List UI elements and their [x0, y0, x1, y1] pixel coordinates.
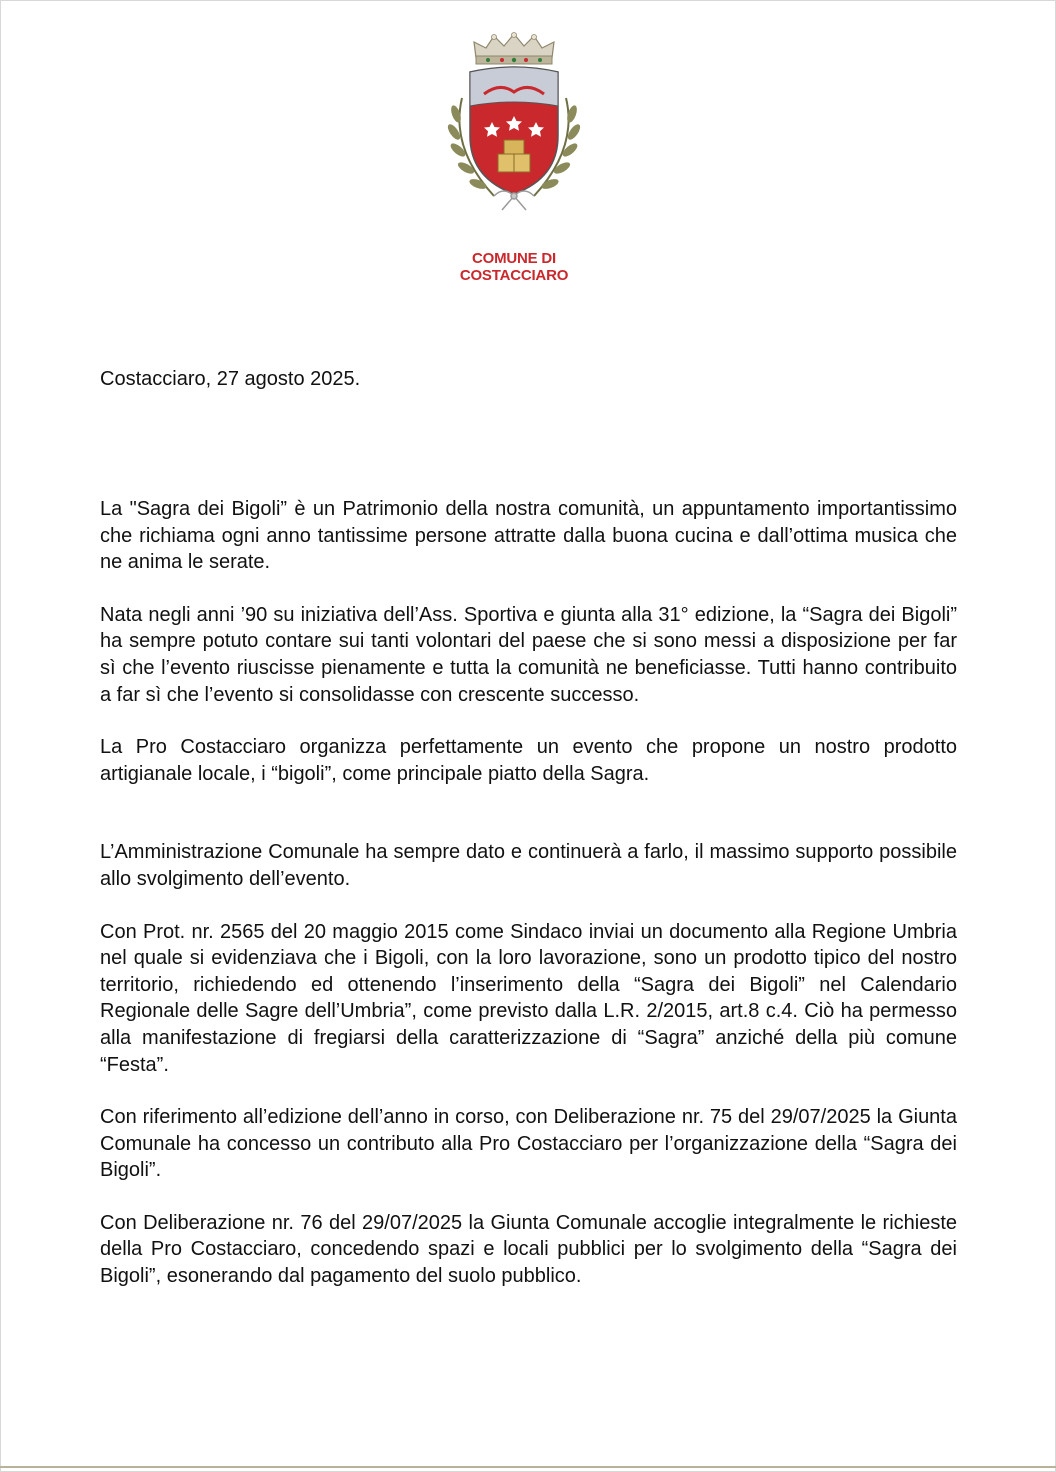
paragraph-1: La "Sagra dei Bigoli” è un Patrimonio della nostra comunità, un appuntamento importantissimo che richiama ogni anno tantissime persone attratte dalla buona cucina e dall’ottima musica che ne anima le serate. [100, 498, 957, 574]
municipal-emblem [432, 28, 596, 284]
logo-line-2: COSTACCIARO [459, 267, 569, 284]
page-bottom-edge [0, 1466, 1056, 1468]
shield-icon [470, 67, 558, 194]
municipality-logo-text [432, 250, 596, 284]
paragraph-5: Con Prot. nr. 2565 del 20 maggio 2015 come Sindaco inviai un documento alla Regione Umbria nel quale si evidenziava che i Bigoli, con la loro lavorazione, sono un prodotto tipico del nostro territorio, richiedendo ed ottenendo l’inserimento della “Sagra dei Bigoli” nel Calendario Regionale delle Sagre dell’Umbria”, come previsto dalla L.R. 2/2015, art.8 c.4. Ciò ha permesso alla manifestazione di fregiarsi della caratterizzazione di “Sagra” anziché della più comune “Festa”. [100, 920, 957, 1076]
ribbon-bow-icon [494, 191, 534, 210]
paragraph-3: La Pro Costacciaro organizza perfettamente un evento che propone un nostro prodotto artigianale locale, i “bigoli”, come principale piatto della Sagra. [100, 736, 957, 785]
paragraph-2: Nata negli anni ’90 su iniziativa dell’Ass. Sportiva e giunta alla 31° edizione, la “Sagra dei Bigoli” ha sempre potuto contare sui tanti volontari del paese che si sono messi a disposizione per far sì che l’evento riuscisse pienamente e tutta la comunità ne beneficiasse. Tutti hanno contribuito a far sì che l’evento si consolidasse con crescente successo. [100, 603, 957, 706]
logo-line-1: COMUNE DI [471, 250, 557, 267]
paragraph-4: L’Amministrazione Comunale ha sempre dato e continuerà a farlo, il massimo supporto possibile allo svolgimento dell’evento. [100, 841, 957, 890]
coat-of-arms-icon [432, 28, 596, 228]
letter-body [100, 496, 957, 1316]
paragraph-7: Con Deliberazione nr. 76 del 29/07/2025 la Giunta Comunale accoglie integralmente le richieste della Pro Costacciaro, concedendo spazi e locali pubblici per lo svolgimento della “Sagra dei Bigoli”, esonerando dal pagamento del suolo pubblico. [100, 1211, 957, 1288]
paragraph-6: Con riferimento all’edizione dell’anno in corso, con Deliberazione nr. 75 del 29/07/2025 la Giunta Comunale ha concesso un contributo alla Pro Costacciaro per l’organizzazione della “Sagra dei Bigoli”. [100, 1106, 957, 1182]
letter-date: Costacciaro, 27 agosto 2025. [100, 368, 361, 390]
crown-icon [474, 33, 554, 65]
